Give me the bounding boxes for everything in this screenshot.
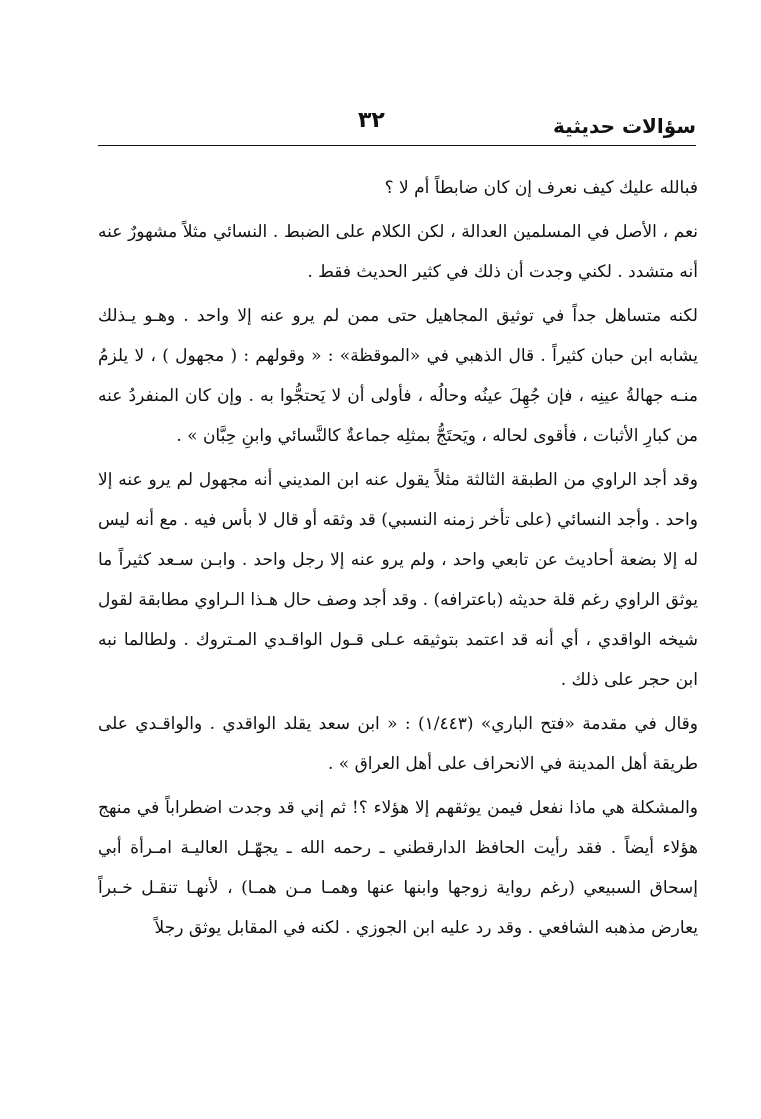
paragraph-1: فبالله عليك كيف نعرف إن كان ضابطاً أم لا ؟ <box>384 178 698 198</box>
running-title: سؤالات حديثية <box>553 114 696 138</box>
paragraph-4: وقد أجد الراوي من الطبقة الثالثة مثلاً يقول عنه ابن المديني أنه مجهول لم يرو عنه إلا واحد . وأجد النسائي (على تأخر زمنه النسبي) قد وثقه أو قال لا بأس فيه . مع أنه ليس له إلا بضعة أحاديث عن تابعي واحد ، ولم يرو عنه إلا رجل واحد . وابـن سـعد كثيراً ما يوثق الراوي رغم قلة حديثه (باعترافه) . وقد أجد وصف حال هـذا الـراوي مطابقة لقول شيخه الواقدي ، أي أنه قد اعتمد بتوثيقه عـلى قـول الواقـدي المـتروك . ولطالما نبه ابن حجر على ذلك . <box>98 470 698 690</box>
paragraph-6: والمشكلة هي ماذا نفعل فيمن يوثقهم إلا هؤلاء ؟! ثم إني قد وجدت اضطراباً في منهج هؤلاء أيضاً . فقد رأيت الحافظ الدارقطني ـ رحمه الله ـ يجهّـل العاليـة امـرأة أبي إسحاق السبيعي (رغم رواية زوجها وابنها عنها وهمـا مـن همـا) ، لأنهـا تنقـل خـبراً يعارض مذهبه الشافعي . وقد رد عليه ابن الجوزي . لكنه في المقابل يوثق رجلاً <box>98 798 698 938</box>
paragraph-3: لكنه متساهل جداً في توثيق المجاهيل حتى ممن لم يرو عنه إلا واحد . وهـو يـذلك يشابه ابن حبان كثيراً . قال الذهبي في «الموقظة» : « وقولهم : ( مجهول ) ، لا يلزمُ منـه جهالةُ عينِه ، فإن جُهِلَ عينُه وحالُه ، فأولى أن لا يَحتجُّوا به . وإن كان المنفردُ عنه من كبارِ الأثبات ، فأقوى لحاله ، ويَحتَجُّ بمثلِه جماعةٌ كالنَّسائي وابنِ حِبَّان » . <box>98 306 698 446</box>
page-header <box>98 108 696 144</box>
body-text <box>98 168 698 948</box>
paragraph-5: وقال في مقدمة «فتح الباري» (١/٤٤٣) : « ابن سعد يقلد الواقدي . والواقـدي على طريقة أهل المدينة في الانحراف على أهل العراق » . <box>98 714 698 774</box>
paragraph-2: نعم ، الأصل في المسلمين العدالة ، لكن الكلام على الضبط . النسائي مثلاً مشهورٌ عنه أنه متشدد . لكني وجدت أن ذلك في كثير الحديث فقط . <box>98 222 698 282</box>
header-divider <box>98 145 696 146</box>
page-number: ٣٢ <box>358 108 385 133</box>
